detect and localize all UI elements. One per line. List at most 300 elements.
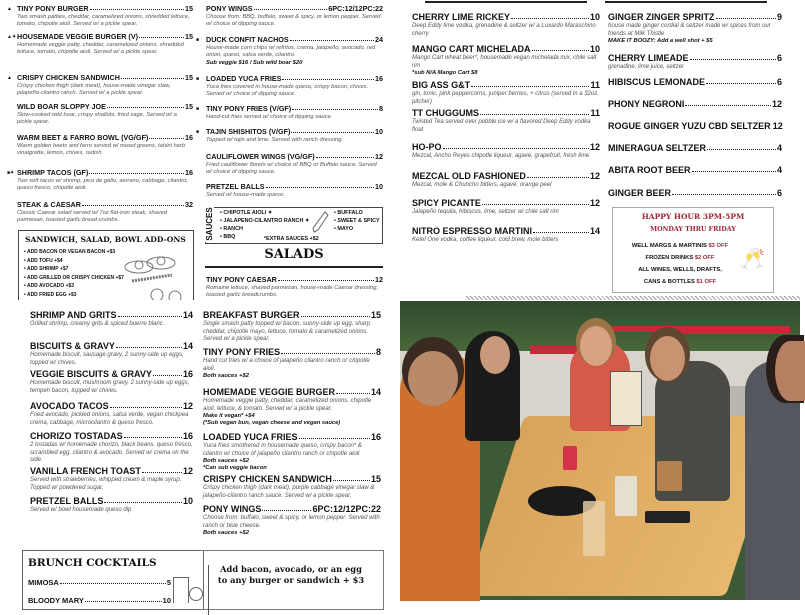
- menu-item: [412, 171, 600, 190]
- menu-item-description: 2 tostadas w/ homemade chorizo, black beans, queso fresco, scrambled egg, cilantro & avocado. Served w/ crema on the side.: [30, 442, 193, 463]
- menu-item-note: Both sauces +$2: [203, 373, 249, 379]
- menu-item: [203, 504, 381, 537]
- menu-item: [203, 474, 381, 500]
- menu-item-description: Yuca fries smothered in housemade queso, crispy bacon* & cilantro w/ choice of jalapeño cilantro ranch or chipotle aioli: [203, 443, 362, 457]
- menu-item: [608, 165, 782, 175]
- dot-leader: [104, 502, 182, 503]
- person-head: [408, 351, 458, 406]
- dot-leader: [292, 109, 378, 110]
- menu-item-description: Yuca fries covered in house-made queso, crispy bacon, chives. Served w/ choice of dipping sauce.: [206, 84, 369, 98]
- menu-item-title-row: [608, 12, 782, 22]
- dietary-marker-icon: ▲: [7, 75, 12, 81]
- menu-item-name: BIG ASS G&T: [412, 80, 471, 90]
- menu-item-title-row: [412, 12, 600, 22]
- menu-item-price: 12: [182, 466, 193, 476]
- dot-leader: [316, 157, 374, 158]
- menu-item-title-row: [608, 99, 782, 109]
- menu-item-name: VANILLA FRENCH TOAST: [30, 466, 141, 476]
- menu-item-description: Single smash patty topped w/ bacon, sunny-side up egg, sharp cheddar, chipotle mayo, lettuce, tomato & caramelized onions. Served w/ a pickle spear.: [203, 321, 371, 342]
- menu-item: [30, 496, 193, 515]
- dot-leader: [116, 347, 182, 348]
- menu-item-price: 14: [182, 341, 193, 351]
- menu-item-title-row: [203, 387, 381, 397]
- dot-leader: [443, 148, 589, 149]
- menu-item: [17, 201, 193, 225]
- dot-leader: [333, 480, 370, 481]
- dot-leader: [527, 177, 589, 178]
- menu-item: [206, 276, 383, 300]
- menu-item-note: Both sauces +$2: [203, 530, 249, 536]
- deal-discount: $3 OFF: [708, 243, 729, 249]
- menu-item: [196, 104, 383, 121]
- menu-item-name: PHONY NEGRONI: [608, 99, 685, 109]
- red-drink-glass: [563, 446, 577, 470]
- menu-item-price: 10: [182, 496, 193, 506]
- menu-item-name: PONY WINGS: [203, 504, 262, 514]
- menu-item-price: 12: [375, 152, 383, 161]
- menu-item-price: 6PC:12/12PC:22: [312, 504, 381, 514]
- menu-item-title-row: [196, 35, 383, 44]
- dot-leader: [336, 393, 370, 394]
- menu-item-title-row: [7, 32, 193, 41]
- menu-item-name: MINERAGUA SELTZER: [608, 143, 706, 153]
- dot-leader: [706, 83, 776, 84]
- menu-item-title-row: [608, 165, 782, 175]
- menu-item-note: *sub N/A Mango Cart $8: [412, 70, 478, 76]
- menu-item-description: Warm golden beets and farro served w/ mixed greens, tahini herb vinaigrette, lemon, chives, radish.: [17, 143, 186, 157]
- dot-leader: [118, 316, 182, 317]
- menu-item-name: MANGO CART MICHELADA: [412, 44, 531, 54]
- menu-item: [17, 134, 193, 158]
- menu-item-description: Romaine lettuce, shaved parmesan, house-made Caesar dressing, toasted garlic breadcrumbs.: [206, 285, 379, 299]
- menu-item-price: 16: [185, 133, 193, 142]
- menu-item-title-row: [7, 4, 193, 13]
- menu-item-title-row: [206, 5, 383, 13]
- dot-leader: [142, 472, 182, 473]
- menu-item-description: Two soft tacos w/ shrimp, pico de gallo, serrano, cabbage, cilantro, queso fresco, chipotle aioli.: [17, 178, 188, 192]
- menu-item-title-row: [196, 127, 383, 136]
- menu-item-price: 16: [182, 431, 193, 441]
- dot-leader: [139, 37, 184, 38]
- menu-item-name: SHRIMP TACOS (GF): [17, 168, 89, 177]
- drinks-menu-panel: [400, 0, 800, 301]
- dot-leader: [90, 9, 184, 10]
- menu-item: [412, 44, 600, 77]
- menu-item-description: Mezcal, mole & Chuncho bitters, agave, orange peel: [412, 182, 552, 188]
- menu-item-price: 15: [185, 4, 193, 13]
- menu-item-price: 16: [182, 369, 193, 379]
- menu-item-name: LOADED YUCA FRIES: [206, 74, 282, 83]
- drinks-right-divider: [605, 1, 767, 3]
- menu-item-description: Ketel One vodka, coffee liqueur, cold brew, mole bitters: [412, 237, 559, 243]
- dot-leader: [471, 86, 589, 87]
- menu-item-name: SHRIMP AND GRITS: [30, 310, 117, 320]
- menu-item-title-row: [17, 134, 193, 142]
- menu-item-price: 8: [379, 104, 383, 113]
- menu-item-description: Homemade biscuit, mushroom gravy, 2 sunny-side up eggs, tempeh bacon, topped w/ chives.: [30, 380, 190, 394]
- menu-item-title-row: [203, 347, 381, 357]
- person-head: [480, 336, 510, 374]
- menu-item-price: 16: [370, 432, 381, 442]
- menu-item-price: 10: [589, 44, 600, 54]
- dot-leader: [121, 78, 184, 79]
- deal-text: FROZEN DRINKS: [645, 255, 695, 261]
- sauce-item: • BBQ: [220, 234, 236, 240]
- dot-leader: [153, 375, 182, 376]
- champagne-glasses-icon: 🥂: [740, 248, 765, 270]
- menu-item: [196, 74, 383, 99]
- menu-item: [608, 12, 782, 45]
- menu-item-price: 14: [182, 310, 193, 320]
- menu-item-price: 12: [589, 142, 600, 152]
- menu-item: [30, 466, 193, 492]
- menu-item-name: CHERRY LIMEADE: [608, 53, 689, 63]
- dot-leader: [480, 114, 589, 115]
- dietary-marker-icon: ▲: [7, 6, 12, 12]
- menu-item: [206, 153, 383, 177]
- menu-item-price: 10: [589, 12, 600, 22]
- menu-item-price: 6: [776, 77, 782, 87]
- patio-group-photo: [400, 301, 800, 600]
- menu-item: [608, 99, 782, 109]
- dot-leader: [89, 173, 184, 174]
- menu-item-note: MAKE IT BOOZY: Add a well shot + $5: [608, 38, 713, 44]
- menu-item: [412, 80, 600, 106]
- dot-leader: [60, 583, 166, 584]
- dot-leader: [262, 510, 311, 511]
- menu-item-name: HIBISCUS LEMONADE: [608, 77, 706, 87]
- menu-item-name: AVOCADO TACOS: [30, 401, 109, 411]
- drink-glass: [615, 476, 637, 516]
- person-head: [580, 326, 612, 366]
- menu-item-title-row: [30, 369, 193, 379]
- menu-item-note: Both sauces +$2 *Can sub veggie bacon: [203, 458, 267, 471]
- addons-title: SANDWICH, SALAD, BOWL ADD-ONS: [25, 235, 186, 244]
- menu-item-price: 4: [776, 165, 782, 175]
- menu-item-name: CAULIFLOWER WINGS (VG/GF): [206, 152, 315, 161]
- menu-item-description: Choose from: buffalo, sweet & spicy, or lemon pepper. Served with ranch or blue cheese.: [203, 515, 380, 529]
- phone: [645, 511, 690, 523]
- deal-text: WELL MARGS & MARTINIS: [631, 243, 709, 249]
- menu-item-title-row: [412, 142, 600, 152]
- menu-item-name: SPICY PICANTE: [412, 198, 481, 208]
- menu-item-title-row: [203, 432, 381, 442]
- menu-item-name: ABITA ROOT BEER: [608, 165, 691, 175]
- dot-leader: [149, 138, 184, 139]
- menu-item-name: STEAK & CAESAR: [17, 200, 81, 209]
- menu-item-title-row: [412, 80, 600, 90]
- menu-item-name: MEZCAL OLD FASHIONED: [412, 171, 526, 181]
- menu-item: [412, 12, 600, 38]
- menu-item-description: Crispy chicken thigh (dark meat), house-made vinegar slaw, jalapeño-cilantro ranch. Served w/ a pickle spear.: [17, 83, 171, 97]
- promo-left-rule: [208, 565, 209, 615]
- menu-item: [412, 108, 600, 134]
- menu-item-name: TAJIN SHISHITOS (V/GF): [206, 127, 291, 136]
- menu-item-description: Fried cauliflower florets w/ choice of BBQ or Buffalo sauce. Served w/ choice of dipping sauce.: [206, 162, 377, 176]
- menu-item-title-row: [30, 341, 193, 351]
- drink-glass: [583, 501, 605, 556]
- menu-item-title-row: [412, 198, 600, 208]
- menu-item-name: TINY PONY CAESAR: [206, 275, 277, 284]
- menu-item-title-row: [206, 183, 383, 191]
- menu-item: [206, 183, 383, 199]
- dot-leader: [511, 18, 589, 19]
- menu-item-price: 15: [185, 102, 193, 111]
- deal-discount: $2 OFF: [694, 255, 715, 261]
- menu-item: [196, 35, 383, 67]
- dot-leader: [266, 187, 374, 188]
- menu-item-name: VEGGIE BISCUITS & GRAVY: [30, 369, 152, 379]
- sauce-item: • BUFFALO: [334, 210, 363, 216]
- menu-item-name: HO-PO: [412, 142, 442, 152]
- dot-leader: [672, 194, 776, 195]
- sauce-bottle-icon: [310, 210, 330, 236]
- menu-item-description: Classic Caesar salad served w/ 7oz flat-iron steak, shaved parmesan, toasted garlic bread crumbs.: [17, 210, 168, 224]
- menu-item-title-row: [412, 108, 600, 118]
- dot-leader: [690, 59, 776, 60]
- drinks-left-divider: [425, 1, 587, 3]
- dot-leader: [707, 149, 776, 150]
- menu-item-name: TT CHUGGUMS: [412, 108, 479, 118]
- menu-item-title-row: [203, 474, 381, 484]
- menu-item-name: LOADED YUCA FRIES: [203, 432, 298, 442]
- menu-item-description: Served w/ bowl housemade queso dip: [30, 507, 132, 513]
- menu-item-name: PRETZEL BALLS: [206, 182, 265, 191]
- menu-item-price: 15: [185, 73, 193, 82]
- cocktail-price: 10: [162, 596, 171, 605]
- dot-leader: [281, 353, 375, 354]
- menu-item: [206, 5, 383, 29]
- menu-item-price: 12: [375, 275, 383, 284]
- menu-item: [608, 121, 782, 131]
- menu-item-price: 12: [182, 401, 193, 411]
- dot-leader: [716, 18, 776, 19]
- menu-item-name: CHERRY LIME RICKEY: [412, 12, 511, 22]
- cocktail-name: BLOODY MARY: [28, 596, 84, 605]
- menu-item-price: 12: [771, 99, 782, 109]
- menu-item: [30, 341, 193, 367]
- menu-item-price: 15: [370, 310, 381, 320]
- menu-item-name: PONY WINGS: [206, 4, 253, 13]
- menu-item-description: Two smash patties, cheddar, caramelized onions, shredded lettuce, tomato, chipotle aioli. Served w/ a pickle spear.: [17, 14, 190, 28]
- menu-item-title-row: [412, 226, 600, 236]
- menu-item-price: 10: [375, 182, 383, 191]
- dot-leader: [254, 9, 328, 10]
- menu-item-price: 8: [375, 347, 381, 357]
- menu-item-price: 14: [370, 387, 381, 397]
- sauces-label: SAUCES: [205, 207, 214, 241]
- menu-item: [30, 431, 193, 465]
- menu-item-description: Served with strawberries, whipped cream & maple syrup. Topped w/ powdered sugar.: [30, 477, 182, 491]
- menu-item: [608, 53, 782, 72]
- dot-leader: [532, 50, 589, 51]
- menu-item-title-row: [206, 276, 383, 284]
- menu-item-description: Topped w/ tajin and lime. Served with ranch dressing.: [206, 137, 344, 143]
- menu-item-price: 6PC:12/12PC:22: [328, 4, 383, 13]
- dietary-marker-icon: ▲✦: [7, 34, 17, 40]
- sauce-item: • RANCH: [220, 226, 243, 232]
- add-ons-promo-box: [200, 550, 384, 610]
- menu-item-description: Deep Eddy lime vodka, grenadine & seltzer w/ a Luxardo Maraschino cherry: [412, 23, 596, 37]
- menu-item: [17, 103, 193, 127]
- menu-item-price: 9: [776, 12, 782, 22]
- menu-item: [203, 310, 381, 344]
- menu-item: [196, 127, 383, 144]
- sauce-item: • SWEET & SPICY: [334, 218, 380, 224]
- addon-item: • ADD GRILLED OR CRISPY CHICKEN +$7: [24, 274, 124, 281]
- menu-item-name: BISCUITS & GRAVY: [30, 341, 115, 351]
- menu-item-name: GINGER BEER: [608, 188, 672, 198]
- dot-leader: [692, 171, 776, 172]
- menu-item-name: TINY PONY FRIES: [203, 347, 281, 357]
- menu-item-description: Fried avocado, pickled onions, salsa verde, vegan chickpea crema, cabbage, microcilantro & queso fresco.: [30, 412, 189, 426]
- menu-item: [412, 226, 600, 245]
- addon-item: • ADD AVOCADO +$3: [24, 283, 75, 289]
- menu-item-description: House-made corn chips w/ refritos, crema, jalapeño, avocado, red onion, queso, salsa verde, cilantro.: [206, 45, 376, 59]
- dot-leader: [278, 280, 374, 281]
- menu-item: [7, 4, 193, 29]
- menu-item-name: WARM BEET & FARRO BOWL (VG/GF): [17, 133, 149, 142]
- add-ons-promo-text: Add bacon, avocado, or an egg to any burger or sandwich + $3: [217, 564, 365, 585]
- dietary-marker-icon: ■: [196, 106, 200, 112]
- menu-item-name: TINY PONY FRIES (V/GF): [206, 104, 292, 113]
- menu-item-description: Homemade veggie patty, cheddar, caramelized onions, chipotle aioli, lettuce, & tomato. Served w/ a pickle spear.: [203, 398, 372, 412]
- menu-item-price: 14: [589, 226, 600, 236]
- menu-item-name: CRISPY CHICKEN SANDWICH: [17, 73, 120, 82]
- dietary-marker-icon: ■✦: [7, 170, 15, 176]
- menu-item-price: 12: [589, 198, 600, 208]
- menu-item-description: Crispy chicken thigh (dark meat), purple cabbage vinegar slaw & jalapeño-cilantro ranch sauce. Served w/ a pickle spear.: [203, 485, 375, 499]
- dietary-marker-icon: ■: [196, 37, 200, 43]
- menu-item-description: Hand-cut fries served w/ choice of dipping sauce.: [206, 114, 333, 120]
- menu-item-description: Jalapeño tequila, hibiscus, lime, seltzer w/ chile salt rim: [412, 209, 559, 215]
- menu-item-title-row: [17, 103, 193, 111]
- dot-leader: [110, 407, 182, 408]
- menu-item-price: 11: [590, 108, 600, 118]
- menu-item-title-row: [608, 143, 782, 153]
- dot-leader: [124, 437, 182, 438]
- menu-item-price: 32: [185, 200, 193, 209]
- happy-hour-title: HAPPY HOUR 3PM-5PM: [641, 212, 745, 221]
- extra-sauces-note: *EXTRA SAUCES +$2: [264, 236, 319, 242]
- sauce-item: • MAYO: [334, 226, 354, 232]
- menu-item-name: TINY PONY BURGER: [17, 4, 89, 13]
- menu-item: [412, 142, 600, 161]
- menu-item: [608, 77, 782, 87]
- menu-item-description: gin, tonic, pink peppercorns, juniper berries, + citrus (served in a 32oz. pitcher): [412, 91, 599, 105]
- menu-item: [608, 188, 782, 198]
- menu-item-description: Choose from: BBQ, buffalo, sweet & spicy, or lemon pepper. Served w/ choice of dipping sauce.: [206, 14, 381, 28]
- decorative-zigzag-border: [465, 296, 800, 300]
- brunch-cocktail-item: [28, 579, 171, 587]
- dot-leader: [685, 105, 771, 106]
- menu-item-name: ROGUE GINGER YUZU CBD SELTZER: [608, 121, 771, 131]
- menu-item-name: PRETZEL BALLS: [30, 496, 104, 506]
- sauces-box: [205, 207, 383, 244]
- dot-leader: [282, 79, 374, 80]
- menu-item-title-row: [30, 310, 193, 320]
- sauce-list-right: [334, 209, 380, 233]
- dietary-marker-icon: ■: [196, 76, 200, 82]
- salads-heading: SALADS: [264, 247, 324, 262]
- menu-item-title-row: [30, 466, 193, 476]
- menu-item: [7, 168, 193, 193]
- menu-item-title-row: [30, 401, 193, 411]
- food-menu-panel: [0, 0, 397, 300]
- menu-item-price: 16: [375, 74, 383, 83]
- brunch-cocktails-title: BRUNCH COCKTAILS: [28, 557, 157, 569]
- menu-item-name: DUCK CONFIT NACHOS: [206, 35, 289, 44]
- dot-leader: [290, 40, 374, 41]
- dot-leader: [82, 205, 184, 206]
- happy-hour-box: [612, 207, 774, 293]
- menu-item-price: 15: [185, 32, 193, 41]
- menu-item-price: 24: [375, 35, 383, 44]
- menu-item: [203, 387, 381, 427]
- menu-item-title-row: [7, 168, 193, 177]
- menu-item-title-row: [608, 53, 782, 63]
- menu-item-title-row: [30, 431, 193, 441]
- addon-item: • ADD BACON OR VEGAN BACON +$3: [24, 249, 116, 255]
- menu-item-description: Homemade veggie patty, cheddar, caramelized onions, shredded lettuce, tomato, chipotle aioli. Served w/ a pickle spear.: [17, 42, 184, 56]
- menu-item-price: 6: [776, 53, 782, 63]
- menu-item-title-row: [7, 73, 193, 82]
- brunch-cocktail-item: [28, 597, 171, 605]
- dot-leader: [533, 232, 589, 233]
- person-head: [775, 341, 805, 401]
- menu-item: [7, 73, 193, 98]
- menu-item-description: Served w/ house-made queso.: [206, 192, 285, 198]
- fried-egg-illustration-icon: [117, 251, 187, 301]
- menu-item-price: 12: [772, 121, 783, 131]
- menu-item-description: house made ginger cordial & seltzer made w/ spices from our friends at Milk Thistle: [608, 23, 771, 37]
- menu-item-note: Sub veggie $16 / Sub wild boar $20: [206, 59, 303, 66]
- menu-item-name: GINGER ZINGER SPRITZ: [608, 12, 715, 22]
- menu-item: [7, 32, 193, 57]
- brunch-cocktails-box: [22, 550, 204, 610]
- dot-leader: [482, 204, 589, 205]
- deal-discount: $1 OFF: [696, 279, 717, 285]
- person-head: [650, 336, 685, 381]
- sauce-item: • CHIPOTLE AIOLI ✦: [220, 210, 273, 216]
- menu-item: [203, 432, 381, 472]
- menu-item-price: 12: [589, 171, 600, 181]
- bloody-mary-illustration-icon: [173, 577, 189, 603]
- menu-item-title-row: [203, 310, 381, 320]
- addon-item: • ADD SHRIMP +$7: [24, 266, 69, 272]
- menu-item-name: CHORIZO TOSTADAS: [30, 431, 123, 441]
- dot-leader: [107, 107, 184, 108]
- menu-item: [30, 369, 193, 395]
- menu-item-description: Homemade biscuit, sausage gravy, 2 sunny-side up eggs, topped w/ chives.: [30, 352, 184, 366]
- brunch-menu-panel: [0, 300, 400, 605]
- menu-item-title-row: [412, 44, 600, 54]
- menu-item-description: Mezcal, Ancho Reyes chipotle liqueur, agave, grapefruit, fresh lime: [412, 153, 590, 159]
- menu-item-title-row: [17, 201, 193, 209]
- addons-box: [18, 230, 194, 305]
- cocktail-name: MIMOSA: [28, 578, 59, 587]
- menu-item-name: HOUSEMADE VEGGIE BURGER (V): [17, 32, 139, 41]
- menu-item-name: WILD BOAR SLOPPY JOE: [17, 102, 106, 111]
- menu-item-description: Grilled shrimp, creamy grits & spiced buerre blanc.: [30, 321, 165, 327]
- dot-leader: [299, 438, 370, 439]
- menu-item-name: HOMEMADE VEGGIE BURGER: [203, 387, 336, 397]
- happy-hour-days: MONDAY THRU FRIDAY: [650, 226, 736, 233]
- cocktail-price: 5: [166, 578, 171, 587]
- menu-item: [30, 310, 193, 329]
- dietary-marker-icon: ■: [196, 129, 200, 135]
- red-picnic-table: [680, 326, 790, 334]
